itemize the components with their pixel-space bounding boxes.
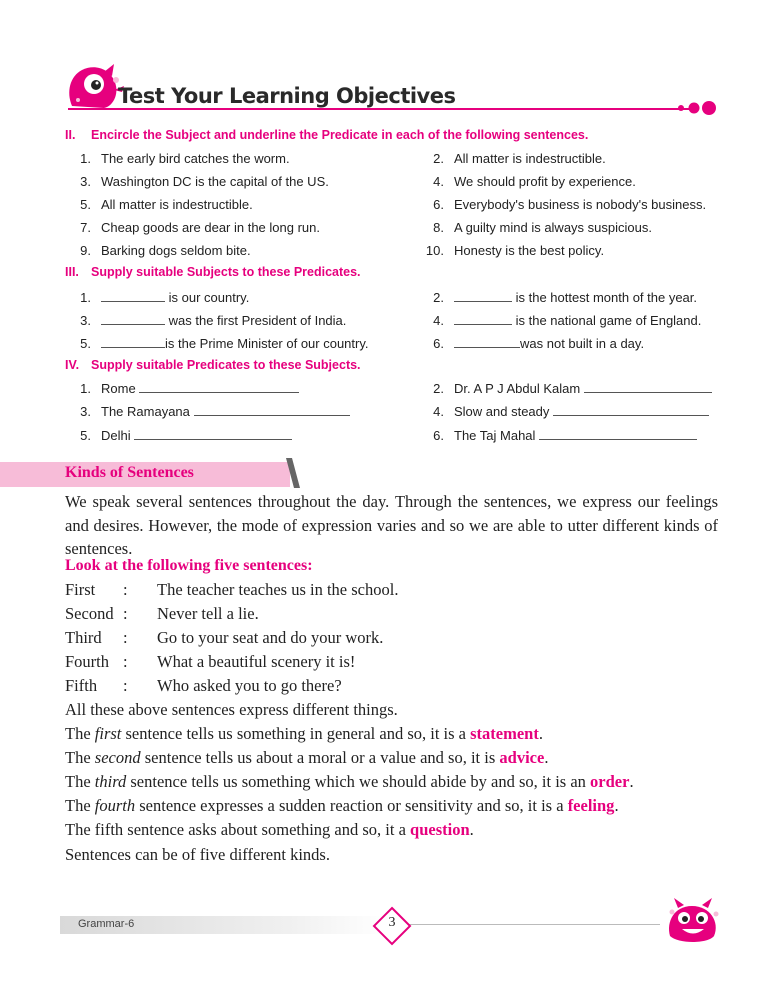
explanation-line: The fifth sentence asks about something and so, it a question. bbox=[65, 820, 474, 839]
list-item: 4. We should profit by experience. bbox=[433, 174, 636, 189]
explanation-line: The second sentence tells us about a moral or a value and so, it is advice. bbox=[65, 748, 549, 767]
list-item: 2. is the hottest month of the year. bbox=[433, 290, 698, 305]
list-item: 9. Barking dogs seldom bite. bbox=[80, 243, 251, 258]
answer-blank[interactable] bbox=[101, 312, 165, 325]
book-label: Grammar-6 bbox=[78, 918, 135, 930]
list-item: 1. Rome bbox=[65, 380, 299, 396]
list-item: 3. Washington DC is the capital of the US. bbox=[80, 174, 329, 189]
list-item: 5. Delhi bbox=[65, 427, 292, 443]
summary-line: All these above sentences express different things. bbox=[65, 700, 398, 719]
monster-mascot-icon bbox=[64, 62, 126, 112]
answer-blank[interactable] bbox=[539, 427, 697, 440]
intro-paragraph: We speak several sentences throughout the day. Through the sentences, we express our feelings and desires. However, the mode of expression varies and so we are able to utter different kinds of sentences. bbox=[65, 492, 718, 558]
list-item: 4. is the national game of England. bbox=[433, 313, 702, 328]
answer-blank[interactable] bbox=[139, 380, 299, 393]
explanation-line: The fourth sentence expresses a sudden reaction or sensitivity and so, it is a feeling. bbox=[65, 796, 619, 815]
section-2-title: II. Encircle the Subject and underline the Predicate in each of the following sentences. bbox=[65, 128, 589, 142]
look-heading: Look at the following five sentences: bbox=[65, 557, 313, 574]
example-row: Second : Never tell a lie. bbox=[65, 604, 259, 623]
list-item: 3. was the first President of India. bbox=[80, 313, 347, 328]
example-row: First : The teacher teaches us in the school. bbox=[65, 580, 399, 599]
list-item: 4. Slow and steady bbox=[430, 403, 709, 419]
list-item: 2. All matter is indestructible. bbox=[433, 151, 606, 166]
kinds-heading: Kinds of Sentences bbox=[65, 464, 194, 481]
monster-mascot-icon bbox=[664, 896, 722, 944]
list-item: 8. A guilty mind is always suspicious. bbox=[433, 220, 652, 235]
page-number: 3 bbox=[388, 915, 396, 930]
list-item: 2. Dr. A P J Abdul Kalam bbox=[430, 380, 712, 396]
closing-line: Sentences can be of five different kinds. bbox=[65, 845, 330, 864]
answer-blank[interactable] bbox=[553, 403, 709, 416]
explanation-line: The first sentence tells us something in general and so, it is a statement. bbox=[65, 724, 543, 743]
list-item: 7. Cheap goods are dear in the long run. bbox=[80, 220, 320, 235]
section-3-title: III. Supply suitable Subjects to these Predicates. bbox=[65, 265, 361, 279]
list-item: 5. All matter is indestructible. bbox=[80, 197, 253, 212]
list-item: 10. Honesty is the best policy. bbox=[425, 243, 605, 258]
example-row: Fourth : What a beautiful scenery it is! bbox=[65, 652, 356, 671]
list-item: 6. was not built in a day. bbox=[433, 336, 645, 351]
list-item: 1. The early bird catches the worm. bbox=[80, 151, 290, 166]
example-row: Third : Go to your seat and do your work. bbox=[65, 628, 384, 647]
section-4-title: IV. Supply suitable Predicates to these Subjects. bbox=[65, 358, 361, 372]
header-rule bbox=[68, 108, 690, 110]
answer-blank[interactable] bbox=[101, 335, 165, 348]
answer-blank[interactable] bbox=[584, 380, 712, 393]
page-title: Test Your Learning Objectives bbox=[118, 84, 456, 108]
list-item: 5. is the Prime Minister of our country. bbox=[80, 336, 369, 351]
list-item: 6. Everybody's business is nobody's business. bbox=[433, 197, 707, 212]
answer-blank[interactable] bbox=[454, 289, 512, 302]
explanation-line: The third sentence tells us something which we should abide by and so, it is an order. bbox=[65, 772, 634, 791]
list-item: 3. The Ramayana bbox=[65, 403, 350, 419]
answer-blank[interactable] bbox=[454, 335, 520, 348]
list-item: 6. The Taj Mahal bbox=[430, 427, 697, 443]
heading-slash-icon bbox=[282, 458, 304, 488]
answer-blank[interactable] bbox=[134, 427, 292, 440]
answer-blank[interactable] bbox=[101, 289, 165, 302]
footer-rule bbox=[400, 924, 660, 925]
example-row: Fifth : Who asked you to go there? bbox=[65, 676, 342, 695]
answer-blank[interactable] bbox=[194, 403, 350, 416]
list-item: 1. is our country. bbox=[80, 290, 250, 305]
decorative-dots-icon bbox=[676, 100, 718, 116]
answer-blank[interactable] bbox=[454, 312, 512, 325]
